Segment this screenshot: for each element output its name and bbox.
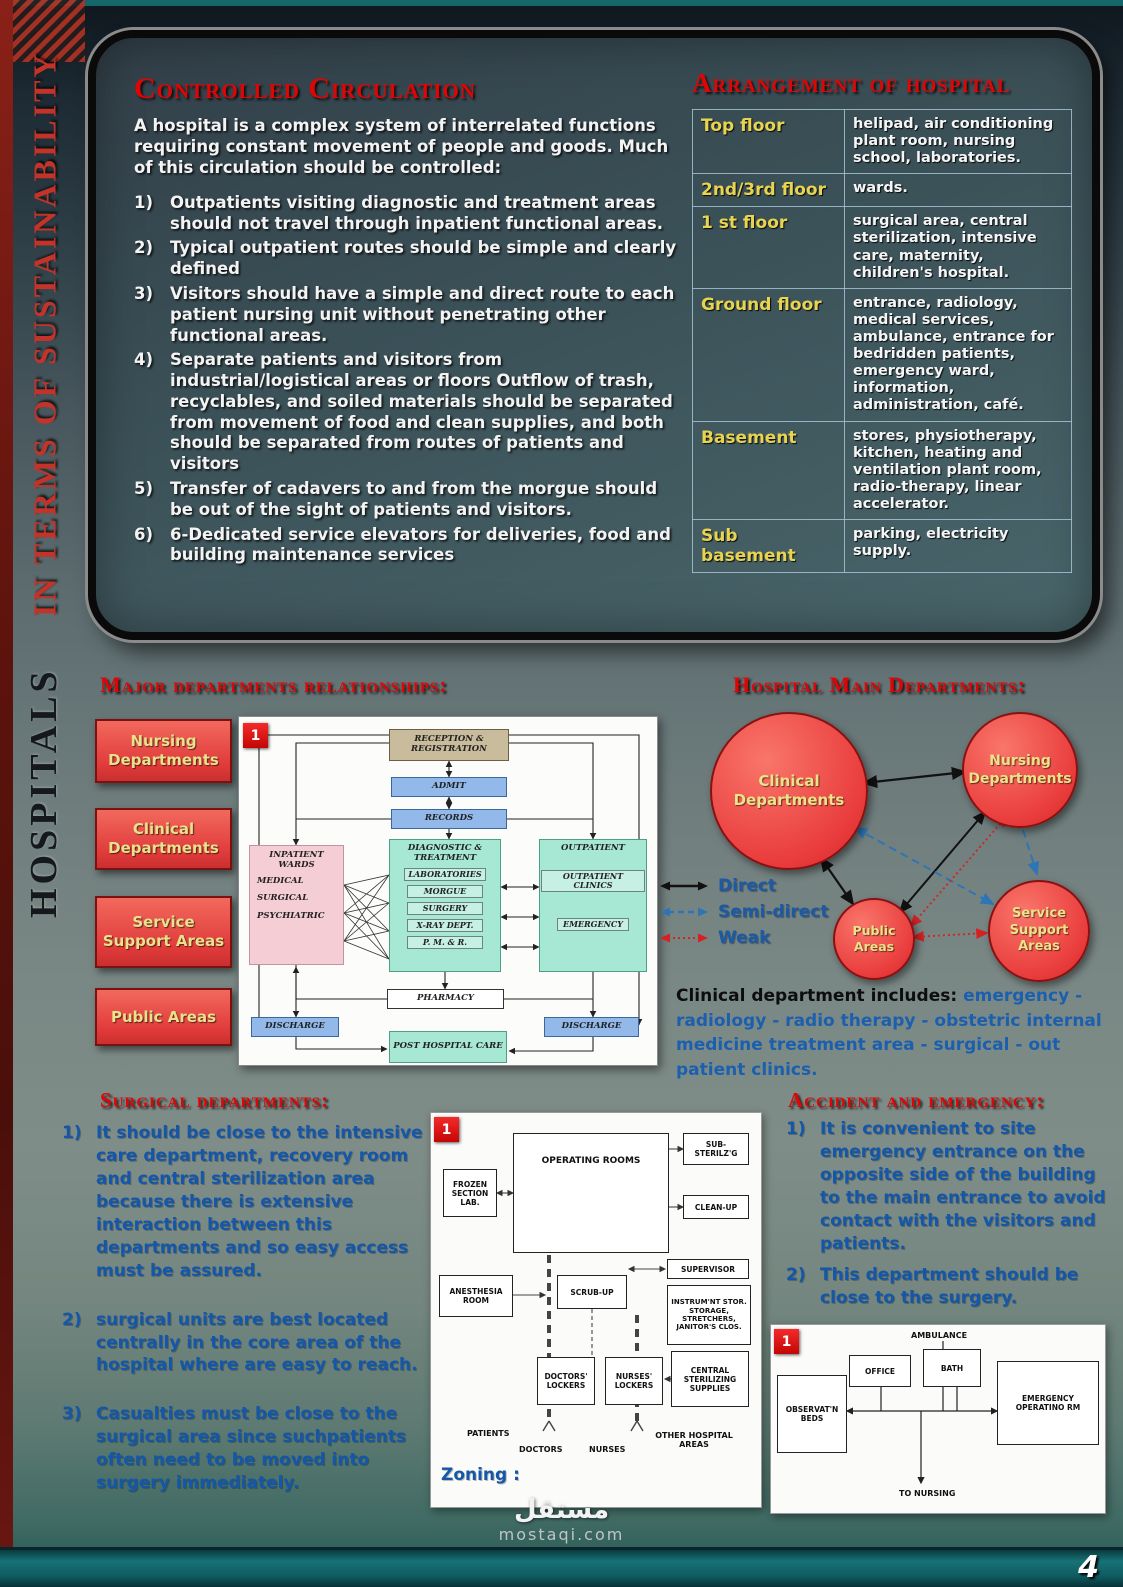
watermark-arabic: مستقل [513, 1495, 610, 1525]
circle-clinical-departments: Clinical Departments [710, 712, 868, 870]
item-number: 5) [134, 479, 154, 499]
floor-label: Top floor [693, 110, 845, 174]
records-label: RECORDS [424, 813, 474, 824]
sidebar-title-hospitals: HOSPITALS [23, 667, 65, 918]
inpatient-title: INPATIENT WARDS [269, 850, 324, 870]
surgical-list [62, 1122, 434, 1521]
discharge-label: DISCHARGE [561, 1021, 622, 1032]
reception-label: RECEPTION & REGISTRATION [411, 734, 487, 754]
clinical-includes-paragraph [676, 984, 1108, 1083]
surgical-departments-heading: Surgical departments: [100, 1088, 330, 1112]
semi-direct-arrow-icon [658, 905, 710, 919]
emergency-office: OFFICE [849, 1355, 911, 1387]
controlled-circulation-panel [88, 30, 1100, 640]
floor-value: parking, electricity supply. [845, 520, 1072, 573]
circulation-intro: A hospital is a complex system of interrelated functions requiring constant movement of people and goods. Much of this circulation should be controlled: [134, 116, 669, 177]
circulation-item [134, 479, 682, 521]
circulation-item [134, 350, 682, 475]
inpatient-item: SURGICAL [257, 893, 309, 904]
direct-arrow-icon [658, 879, 710, 893]
clinical-includes-lead: Clinical department includes: [676, 986, 958, 1006]
table-row [693, 207, 1072, 288]
circulation-item [134, 193, 682, 235]
dept-box-public-areas: Public Areas [95, 988, 232, 1046]
floor-table [692, 109, 1072, 573]
zoning-nurses-label: NURSES [589, 1445, 626, 1454]
floor-value: helipad, air conditioning plant room, nursing school, laboratories. [845, 110, 1072, 174]
zoning-caption: Zoning : [441, 1465, 520, 1485]
legend-label: Semi-direct [718, 902, 829, 922]
circulation-list [134, 193, 682, 566]
accident-emergency-heading: Accident and emergency: [788, 1088, 1045, 1112]
controlled-circulation-heading: Controlled Circulation [134, 72, 476, 105]
departments-flowchart-panel [238, 716, 658, 1066]
flowchart-admit-box [391, 777, 507, 797]
item-number: 6) [134, 524, 154, 544]
major-departments-heading: Major departments relationships: [100, 672, 448, 697]
flowchart-records-box [391, 809, 507, 829]
table-row [693, 421, 1072, 520]
flowchart-discharge-right-box [544, 1017, 639, 1037]
inpatient-item: MEDICAL [257, 875, 304, 886]
clinical-includes-rest: emergency - radiology - radio therapy - obstetric internal medicine treatment area - surgical - out patient clinics. [676, 986, 1102, 1080]
diagnostic-item: SURGERY [407, 902, 483, 915]
item-number: 2) [62, 1309, 82, 1330]
table-row [693, 288, 1072, 421]
figure-badge: 1 [434, 1117, 459, 1142]
emergency-diagram-panel [770, 1324, 1106, 1514]
diagnostic-item: X-RAY DEPT. [407, 919, 483, 932]
weak-arrow-icon [658, 931, 710, 945]
diagnostic-item: P. M. & R. [407, 936, 483, 949]
item-text: surgical units are best located centrally in the core area of the hospital where are easy to reach. [96, 1309, 418, 1376]
item-number: 4) [134, 350, 154, 370]
floor-value: stores, physiotherapy, kitchen, heating and ventilation plant room, radio-therapy, linear accelerator. [845, 421, 1072, 520]
arrangement-heading: Arrangement of hospital [692, 68, 1011, 98]
post-care-label: POST HOSPITAL CARE [393, 1041, 503, 1052]
diagnostic-title: DIAGNOSTIC & TREATMENT [407, 843, 483, 863]
ambulance-label: AMBULANCE [911, 1331, 968, 1340]
floor-value: entrance, radiology, medical services, ambulance, entrance for bedridden patients, emergency ward, information, administration, café. [845, 288, 1072, 421]
surgical-item [62, 1309, 434, 1378]
left-red-strip [0, 0, 13, 1587]
circulation-item [134, 238, 682, 280]
surgical-item [62, 1403, 434, 1495]
legend-row-direct [658, 876, 828, 896]
circle-service-support: Service Support Areas [988, 880, 1090, 982]
zoning-patients-label: PATIENTS [467, 1429, 510, 1438]
circle-public-areas: Public Areas [833, 898, 915, 980]
pharmacy-label: PHARMACY [417, 993, 474, 1004]
item-text: It is convenient to site emergency entrance on the opposite side of the building to the main entrance to avoid contact with the visitors and patients. [820, 1119, 1106, 1254]
zoning-doctors-label: DOCTORS [519, 1445, 563, 1454]
item-text: Transfer of cadavers to and from the morgue should be out of the sight of patients and visitors. [170, 479, 658, 519]
accident-emergency-list [786, 1118, 1108, 1318]
accident-item [786, 1118, 1108, 1256]
item-number: 3) [134, 283, 154, 303]
zoning-doctors-lockers: DOCTORS' LOCKERS [537, 1357, 595, 1405]
dept-box-clinical: Clinical Departments [95, 808, 232, 870]
item-text: 6-Dedicated service elevators for deliveries, food and building maintenance services [170, 524, 671, 565]
emergency-operating-room: EMERGENCY OPERATINO RM [997, 1361, 1099, 1445]
item-text: This department should be close to the surgery. [820, 1264, 1079, 1308]
item-text: It should be close to the intensive care department, recovery room and central sterilization area because there is extensive interaction between this departments and so easy access must be assured. [96, 1123, 423, 1281]
legend-row-weak [658, 928, 828, 948]
admit-label: ADMIT [432, 781, 466, 792]
diagnostic-item: LABORATORIES [404, 868, 485, 881]
floor-value: wards. [845, 174, 1072, 207]
circulation-item [134, 525, 682, 567]
flowchart-discharge-left-box [251, 1017, 339, 1037]
item-number: 2) [786, 1264, 806, 1285]
item-text: Outpatients visiting diagnostic and treatment areas should not travel through inpatient functional areas. [170, 192, 663, 233]
flowchart-inpatient-box [249, 845, 344, 965]
surgical-item [62, 1122, 434, 1283]
floor-label: 2nd/3rd floor [693, 174, 845, 207]
table-row [693, 174, 1072, 207]
page-number: 4 [1078, 1550, 1099, 1585]
relationship-legend [658, 876, 828, 954]
discharge-label: DISCHARGE [265, 1021, 325, 1032]
legend-label: Direct [718, 876, 777, 896]
emergency-observation-beds: OBSERVAT'N BEDS [777, 1375, 847, 1453]
outpatient-item: EMERGENCY [557, 918, 630, 931]
dept-box-service-support: Service Support Areas [95, 896, 232, 968]
zoning-central-sterilizing: CENTRAL STERILIZING SUPPLIES [671, 1351, 749, 1407]
outpatient-title: OUTPATIENT [561, 843, 625, 853]
flowchart-outpatient-box [539, 839, 647, 972]
outpatient-item: OUTPATIENT CLINICS [541, 870, 645, 892]
zoning-supervisor: SUPERVISOR [667, 1259, 749, 1279]
item-text: Separate patients and visitors from industrial/logistical areas or floors Outflow of trash, recyclables, and soiled materials should be separated from movement of food and clean supplies, and both should be separated from routes of patients and visitors [170, 350, 673, 474]
circle-nursing-departments: Nursing Departments [962, 712, 1078, 828]
item-number: 3) [62, 1404, 82, 1425]
watermark-domain: mostaqi.com [498, 1525, 625, 1544]
zoning-diagram-panel [430, 1112, 762, 1508]
item-number: 1) [786, 1119, 806, 1139]
legend-label: Weak [718, 928, 771, 948]
to-nursing-label: TO NURSING [899, 1489, 956, 1498]
arrangement-column [692, 68, 1074, 573]
table-row [693, 520, 1072, 573]
floor-label: Basement [693, 421, 845, 520]
item-number: 2) [134, 238, 154, 258]
figure-badge: 1 [243, 723, 268, 748]
flowchart-post-care-box [389, 1031, 507, 1063]
zoning-instrument-storage: INSTRUM'NT STOR. STORAGE, STRETCHERS, JANITOR'S CLOS. [667, 1285, 751, 1345]
item-text: Casualties must be close to the surgical area since suchpatients often need to be moved into surgery immediately. [96, 1404, 407, 1494]
zoning-operating-rooms: OPERATING ROOMS [513, 1133, 669, 1253]
zoning-frozen-section-lab: FROZEN SECTION LAB. [443, 1169, 497, 1217]
zoning-anesthesia-room: ANESTHESIA ROOM [439, 1275, 513, 1317]
circulation-column [134, 72, 682, 570]
zoning-clean-up: CLEAN-UP [683, 1195, 749, 1219]
diagnostic-item: MORGUE [407, 885, 483, 898]
item-text: Visitors should have a simple and direct route to each patient nursing unit without penetrating other functional areas. [170, 283, 675, 345]
floor-label: Ground floor [693, 288, 845, 421]
hospital-main-departments-heading: Hospital Main Departments: [733, 672, 1026, 697]
zoning-nurses-lockers: NURSES' LOCKERS [605, 1357, 663, 1405]
floor-value: surgical area, central sterilization, intensive care, maternity, children's hospital. [845, 207, 1072, 288]
zoning-scrub-up: SCRUB-UP [557, 1275, 627, 1309]
top-teal-strip [0, 0, 1123, 6]
sidebar-title-sustainability: IN TERMS OF SUSTAINABILITY [26, 51, 63, 618]
item-number: 1) [134, 192, 154, 212]
item-text: Typical outpatient routes should be simple and clearly defined [170, 238, 677, 279]
flowchart-reception-box [389, 729, 509, 761]
bottom-teal-bar [0, 1547, 1123, 1587]
circulation-item [134, 284, 682, 346]
zoning-other-areas-label: OTHER HOSPITAL AREAS [655, 1431, 733, 1449]
zoning-sub-sterilizing: SUB-STERILZ'G [683, 1133, 749, 1165]
emergency-bath: BATH [923, 1349, 981, 1387]
legend-row-semi-direct [658, 902, 828, 922]
floor-label: Sub basement [693, 520, 845, 573]
inpatient-item: PSYCHIATRIC [257, 911, 325, 922]
floor-label: 1 st floor [693, 207, 845, 288]
figure-badge: 1 [774, 1329, 799, 1354]
flowchart-pharmacy-box [387, 989, 504, 1009]
dept-box-nursing: Nursing Departments [95, 719, 232, 783]
item-number: 1) [62, 1123, 82, 1143]
table-row [693, 110, 1072, 174]
accident-item [786, 1264, 1108, 1310]
watermark [499, 1495, 625, 1544]
flowchart-diagnostic-box [389, 839, 501, 972]
